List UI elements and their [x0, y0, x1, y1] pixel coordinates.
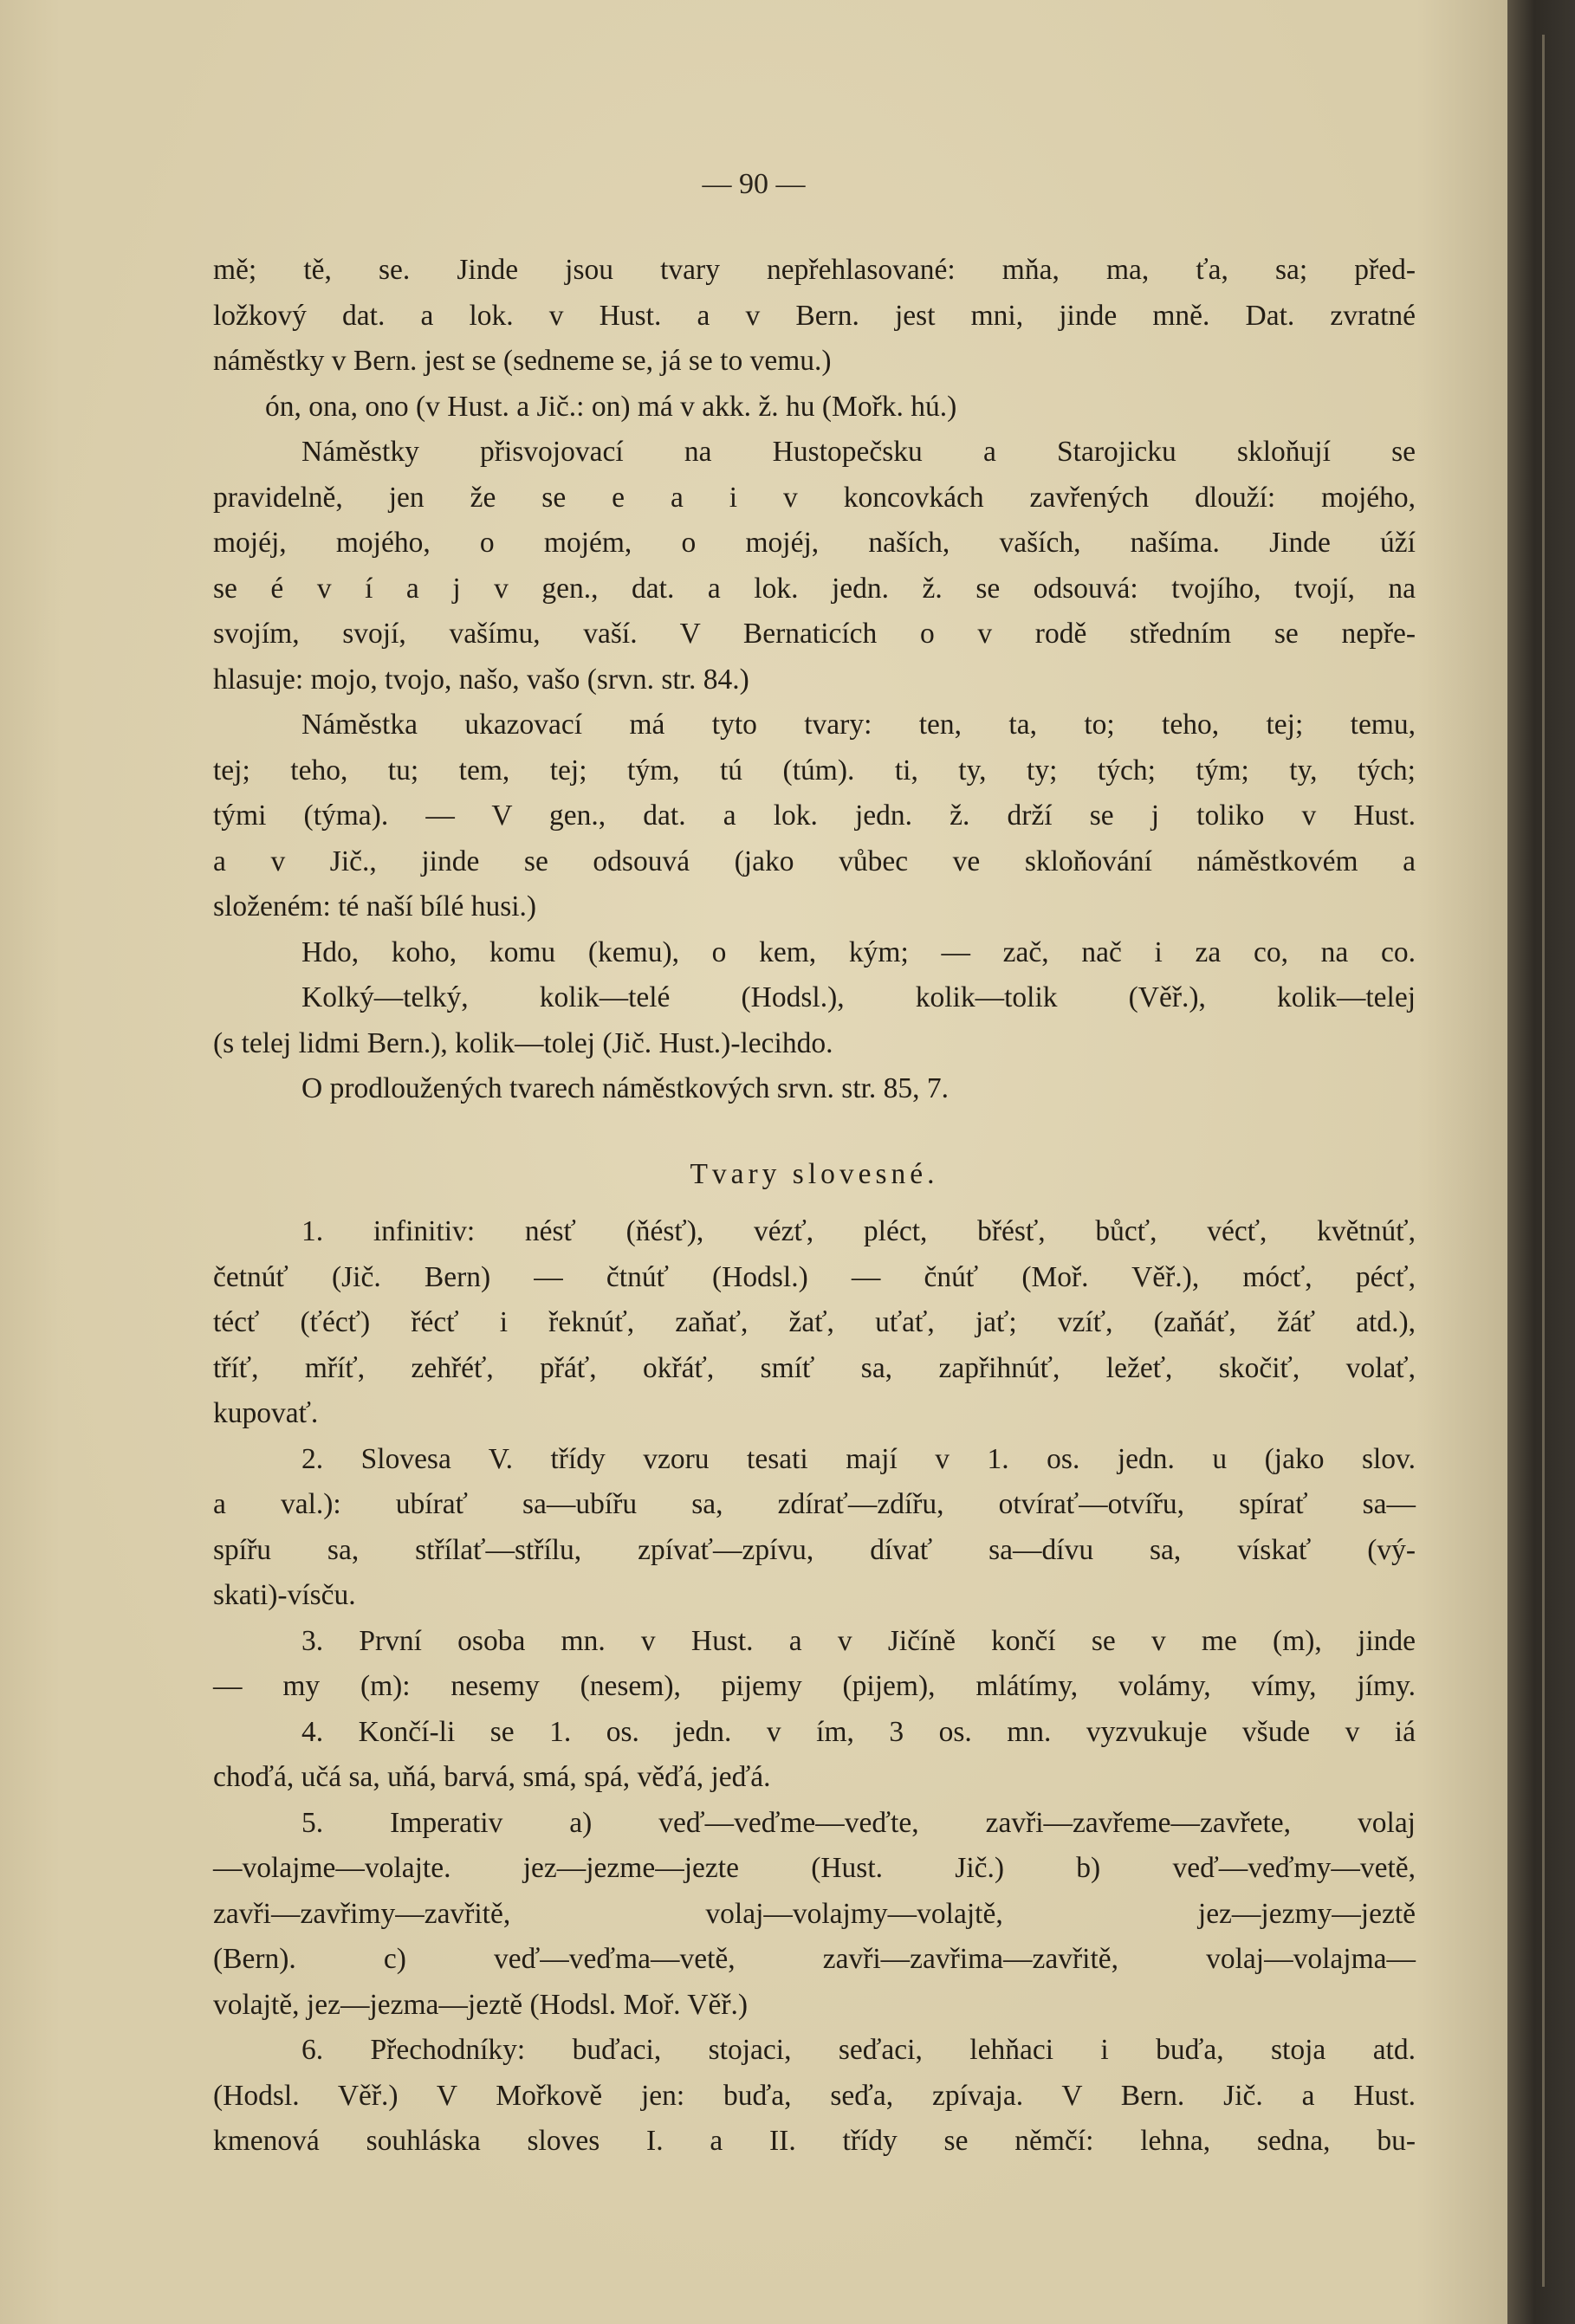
text-line: a v Jič., jinde se odsouvá (jako vůbec ve skloňování náměstkovém a: [213, 845, 1416, 877]
text-line: 5. Imperativ a) veď—veďme—veďte, zavři—zavřeme—zavřete, volaj: [301, 1806, 1416, 1839]
text-line: 1. infinitiv: nésť (ňésť), vézť, pléct, břésť, bůcť, vécť, květnúť,: [301, 1215, 1416, 1247]
text-line: 2. Slovesa V. třídy vzoru tesati mají v 1. os. jedn. u (jako slov.: [301, 1442, 1416, 1475]
text-line: tříť, mříť, zehřéť, přáť, okřáť, smíť sa, zapřihnúť, ležeť, skočiť, volať,: [213, 1351, 1416, 1384]
text-line: pravidelně, jen že se e a i v koncovkách zavřených dlouží: mojého,: [213, 481, 1416, 514]
text-line: 6. Přechodníky: buďaci, stojaci, seďaci, lehňaci i buďa, stoja atd.: [301, 2034, 1416, 2066]
text-line: hlasuje: mojo, tvojo, našo, vašo (srvn. str. 84.): [213, 663, 749, 696]
text-line: mě; tě, se. Jinde jsou tvary nepřehlasované: mňa, ma, ťa, sa; před-: [213, 254, 1416, 286]
text-line: četnúť (Jič. Bern) — čtnúť (Hodsl.) — čnúť (Moř. Věř.), mócť, pécť,: [213, 1260, 1416, 1293]
text-line: (s telej lidmi Bern.), kolik—tolej (Jič. Hust.)-lecihdo.: [213, 1026, 833, 1059]
text-line: kupovať.: [213, 1397, 319, 1429]
text-line: (Hodsl. Věř.) V Mořkově jen: buďa, seďa, zpívaja. V Bern. Jič. a Hust.: [213, 2079, 1416, 2112]
text-line: a val.): ubírať sa—ubířu sa, zdírať—zdířu, otvírať—otvířu, spírať sa—: [213, 1488, 1416, 1520]
text-line: spířu sa, střílať—střílu, zpívať—zpívu, dívať sa—dívu sa, vískať (vý-: [213, 1533, 1416, 1566]
section-heading: Tvary slovesné.: [690, 1157, 939, 1190]
text-line: se é v í a j v gen., dat. a lok. jedn. ž. se odsouvá: tvojího, tvojí, na: [213, 572, 1416, 605]
body-text: [213, 248, 1416, 2165]
text-line: Kolký—telký, kolik—telé (Hodsl.), kolik—tolik (Věř.), kolik—telej: [301, 981, 1416, 1013]
text-line: náměstky v Bern. jest se (sedneme se, já se to vemu.): [213, 345, 832, 377]
text-line: skati)-vísču.: [213, 1579, 356, 1611]
text-line: tými (týma). — V gen., dat. a lok. jedn. ž. drží se j toliko v Hust.: [213, 799, 1416, 832]
text-line: mojéj, mojého, o mojém, o mojéj, naších, vaších, našíma. Jinde úží: [213, 527, 1416, 559]
book-edge: [1507, 0, 1575, 2324]
text-line: volajtě, jez—jezma—jeztě (Hodsl. Moř. Věř.): [213, 1988, 749, 2021]
text-line: zavři—zavřimy—zavřitě, volaj—volajmy—volajtě, jez—jezmy—jeztě: [213, 1897, 1416, 1930]
text-line: Náměstky přisvojovací na Hustopečsku a Starojicku skloňují se: [301, 436, 1416, 468]
text-line: —volajme—volajte. jez—jezme—jezte (Hust. Jič.) b) veď—veďmy—vetě,: [213, 1852, 1416, 1884]
text-line: 4. Končí-li se 1. os. jedn. v ím, 3 os. mn. vyzvukuje všude v iá: [301, 1715, 1416, 1748]
text-line: O prodloužených tvarech náměstkových srvn. str. 85, 7.: [301, 1072, 950, 1104]
text-line: Hdo, koho, komu (kemu), o kem, kým; — zač, nač i za co, na co.: [301, 935, 1416, 968]
text-line: tej; teho, tu; tem, tej; tým, tú (túm). ti, ty, ty; tých; tým; ty, tých;: [213, 754, 1416, 787]
text-line: técť (ťécť) řécť i řeknúť, zaňať, žať, uťať, jať; vzíť, (zaňáť, žáť atd.),: [213, 1306, 1416, 1338]
text-line: choďá, učá sa, uňá, barvá, smá, spá, věďá, jeďá.: [213, 1761, 771, 1793]
text-line: ón, ona, ono (v Hust. a Jič.: on) má v akk. ž. hu (Mořk. hú.): [265, 390, 957, 423]
text-line: — my (m): nesemy (nesem), pijemy (pijem), mlátímy, volámy, vímy, jímy.: [213, 1670, 1416, 1702]
text-line: 3. První osoba mn. v Hust. a v Jičíně končí se v me (m), jinde: [301, 1624, 1416, 1657]
page-number: — 90 —: [702, 168, 806, 200]
text-line: složeném: té naší bílé husi.): [213, 890, 537, 922]
book-edge-line: [1542, 35, 1545, 2287]
text-line: svojím, svojí, vašímu, vaší. V Bernaticích o v rodě středním se nepře-: [213, 618, 1416, 650]
text-line: Náměstka ukazovací má tyto tvary: ten, ta, to; teho, tej; temu,: [301, 709, 1416, 741]
text-line: (Bern). c) veď—veďma—vetě, zavři—zavřima—zavřitě, volaj—volajma—: [213, 1943, 1416, 1975]
text-line: ložkový dat. a lok. v Hust. a v Bern. jest mni, jinde mně. Dat. zvratné: [213, 299, 1416, 332]
text-line: kmenová souhláska sloves I. a II. třídy se němčí: lehna, sedna, bu-: [213, 2125, 1416, 2157]
